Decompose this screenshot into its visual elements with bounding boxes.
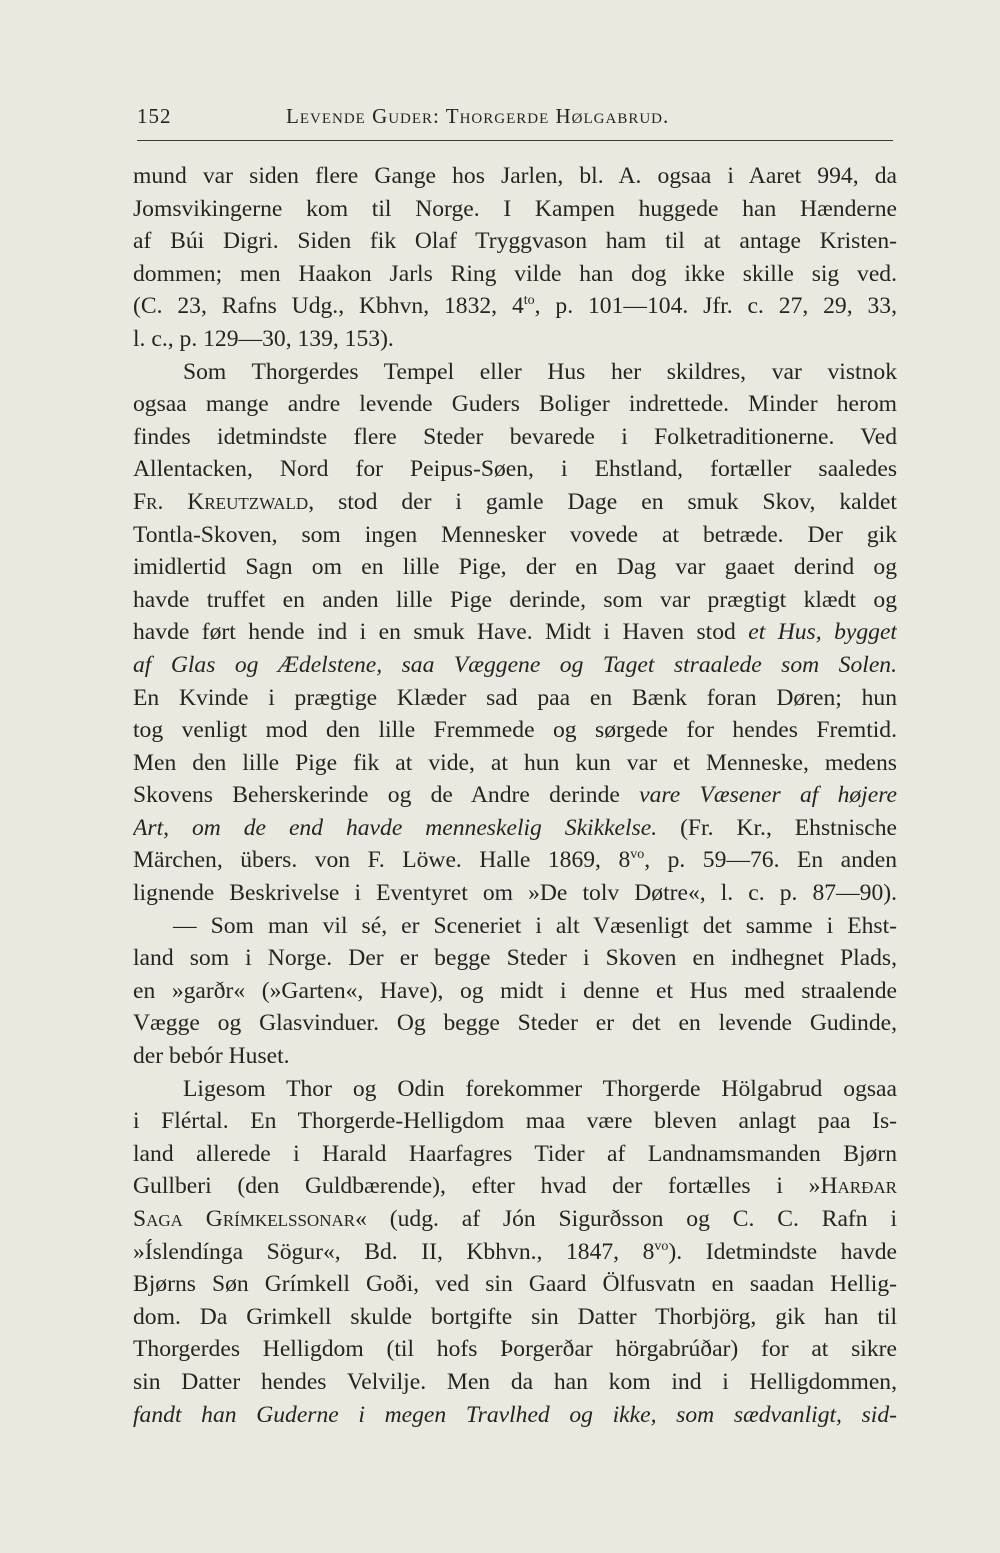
text-run: (C. 23, Rafns Udg., Kbhvn, 1832, 4 [133,293,524,320]
superscript: to [523,293,535,309]
text-line [133,1203,897,1236]
saga-title: Saga Grímkelssonar [133,1206,356,1232]
text-line: l. c., p. 129—30, 139, 153). [133,325,394,352]
superscript: vo [630,847,645,863]
text-line [133,844,897,877]
text-line: findes idetmindste flere Steder bevarede i Folketraditionerne. Ved [133,423,897,450]
text-line [133,616,897,649]
text-line [133,812,897,845]
text-line [133,486,897,519]
text-line: Tontla-Skoven, som ingen Mennesker vovede at betræde. Der gik [133,521,897,548]
running-title: Levende Guder: Thorgerde Hølgabrud. [286,104,670,128]
text-run: , p. 101—104. Jfr. c. 27, 29, 33, [534,293,897,320]
text-line: sin Datter hendes Velvilje. Men da han kom ind i Helligdommen, [133,1368,897,1395]
text-line: Bjørns Søn Grímkell Goði, ved sin Gaard Ölfusvatn en saadan Hellig- [133,1271,897,1298]
body-text [133,160,897,1431]
text-run: « (udg. af Jón Sigurðsson og C. C. Rafn i [355,1206,897,1232]
text-line: — Som man vil sé, er Sceneriet i alt Væsenligt det samme i Ehst- [173,912,897,939]
text-line [133,1170,897,1203]
text-line: Jomsvikingerne kom til Norge. I Kampen huggede han Hænderne [133,195,897,222]
text-line: mund var siden flere Gange hos Jarlen, bl. A. ogsaa i Aaret 994, da [133,163,897,189]
italic-run: Art, om de end havde menneskelig Skikkelse. [133,814,658,841]
paragraph-start-line: Ligesom Thor og Odin forekommer Thorgerde Hölgabrud ogsaa [183,1075,897,1102]
text-line: ogsaa mange andre levende Guders Boliger indrettede. Minder herom [133,391,897,418]
superscript: vo [654,1238,669,1254]
page-number: 152 [137,104,172,128]
text-line: En Kvinde i prægtige Klæder sad paa en Bænk foran Døren; hun [133,684,897,711]
text-line [133,1399,897,1432]
text-run: , stod der i gamle Dage en smuk Skov, kaldet [308,488,897,515]
text-line: lignende Beskrivelse i Eventyret om »De tolv Døtre«, l. c. p. 87—90). [133,880,897,907]
text-line: i Flértal. En Thorgerde-Helligdom maa være bleven anlagt paa Is- [133,1108,897,1135]
text-run: Märchen, übers. von F. Löwe. Halle 1869, 8 [133,847,631,874]
italic-run: et Hus, bygget [748,619,897,646]
text-line: havde truffet en anden lille Pige derinde, som var prægtigt klædt og [133,586,897,613]
paragraph-start-line: Som Thorgerdes Tempel eller Hus her skildres, var vistnok [183,358,897,385]
text-run: havde ført hende ind i en smuk Have. Midt i Haven stod [133,619,749,646]
text-line: en »garðr« (»Garten«, Have), og midt i denne et Hus med straalende [133,977,897,1004]
text-run: , p. 59—76. En anden [644,847,897,874]
text-line: dom. Da Grimkell skulde bortgifte sin Datter Thorbjörg, gik han til [133,1303,897,1330]
text-line [133,290,897,323]
text-line [133,1236,897,1269]
header-rule [137,140,893,141]
text-line: der bebór Huset. [133,1043,290,1070]
author-name: Fr. Kreutzwald [133,488,309,515]
text-line: af Búi Digri. Siden fik Olaf Tryggvason ham til at antage Kristen- [133,228,897,255]
text-line: Allentacken, Nord for Peipus-Søen, i Ehstland, fortæller saaledes [133,456,897,483]
text-line [133,779,897,812]
italic-run: af Glas og Ædelstene, saa Væggene og Taget straalede som Solen. [133,651,897,678]
text-line: land som i Norge. Der er begge Steder i Skoven en indhegnet Plads, [133,945,897,972]
text-line [133,649,897,682]
text-run: Gullberi (den Guldbærende), efter hvad der fortælles i » [133,1173,821,1200]
text-run: »Íslendínga Sögur«, Bd. II, Kbhvn., 1847, 8 [133,1238,655,1265]
text-line: tog venligt mod den lille Fremmede og sørgede for hendes Fremtid. [133,717,897,744]
italic-run: vare Væsener af højere [639,782,897,809]
text-line: Vægge og Glasvinduer. Og begge Steder er det en levende Gudinde, [133,1010,897,1037]
text-run: ). Idetmindste havde [668,1238,897,1265]
text-line: land allerede i Harald Haarfagres Tider af Landnamsmanden Bjørn [133,1140,897,1167]
italic-run: fandt han Guderne i megen Travlhed og ikke, som sædvanligt, sid- [133,1401,897,1428]
text-line: dommen; men Haakon Jarls Ring vilde han dog ikke skille sig ved. [133,260,897,287]
text-line: imidlertid Sagn om en lille Pige, der en Dag var gaaet derind og [133,554,897,581]
saga-title: Harðar [820,1173,897,1200]
text-run: (Fr. Kr., Ehstnische [657,814,897,841]
text-run: Skovens Beherskerinde og de Andre derinde [133,782,640,809]
text-line: Thorgerdes Helligdom (til hofs Þorgerðar hörgabrúðar) for at sikre [133,1336,897,1363]
text-line: Men den lille Pige fik at vide, at hun kun var et Menneske, medens [133,749,897,776]
